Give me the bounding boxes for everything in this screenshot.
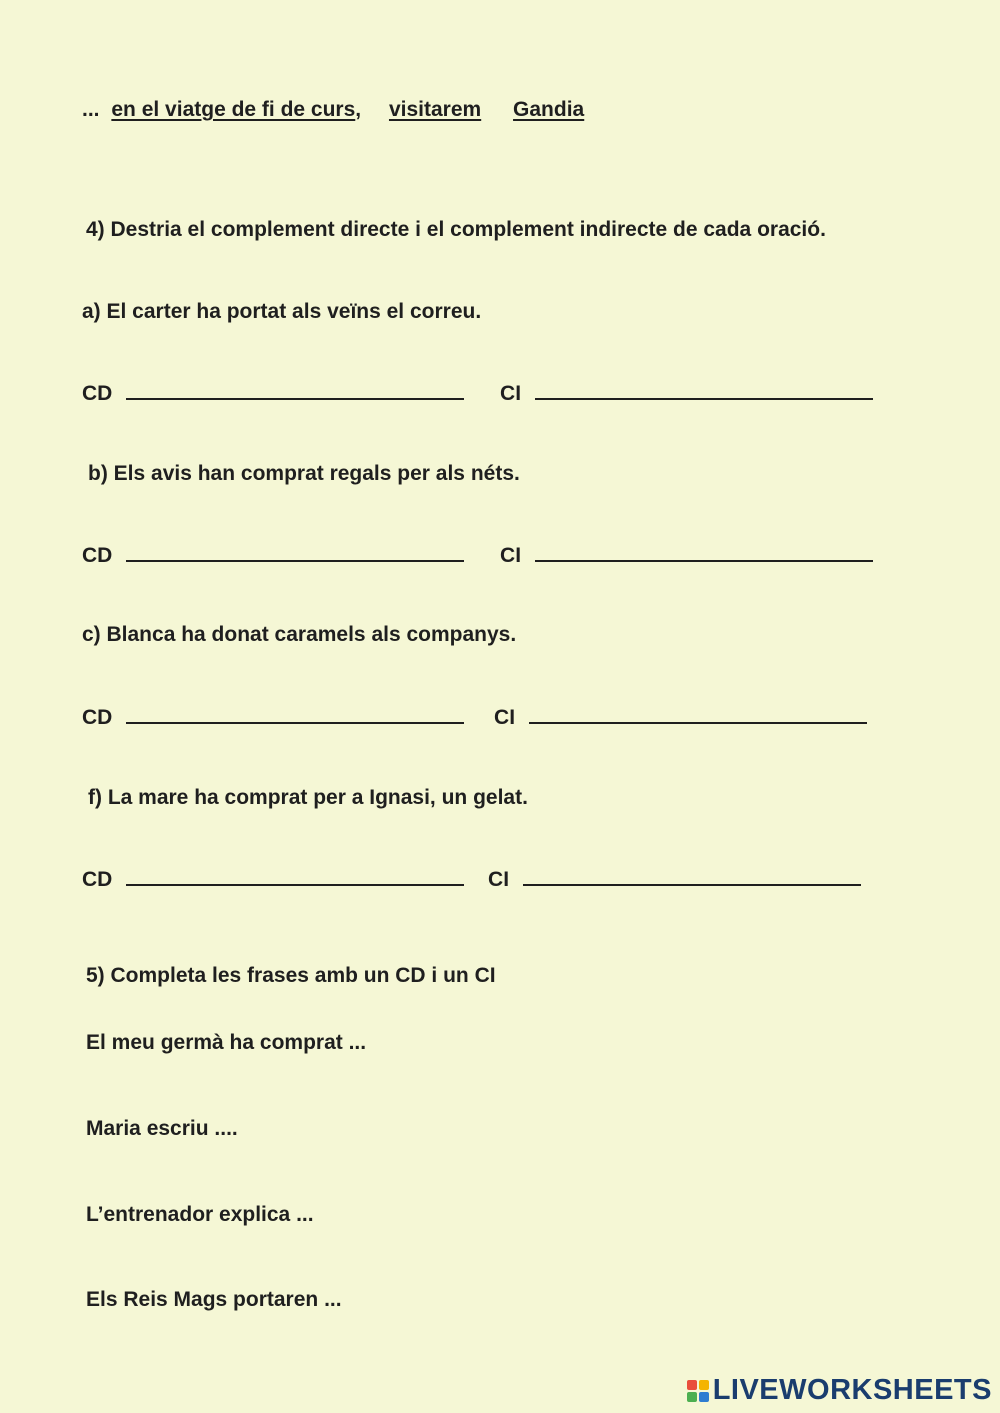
- answer-row-b: [82, 542, 873, 568]
- ci-answer-line-a[interactable]: [535, 380, 873, 400]
- answer-row-a: [82, 380, 873, 406]
- liveworksheets-logo: [687, 1374, 992, 1407]
- logo-squares-icon: [687, 1380, 709, 1402]
- cd-answer-line-f[interactable]: [126, 866, 464, 886]
- exercise4-instruction: 4) Destria el complement directe i el complement indirecte de cada oració.: [86, 218, 826, 241]
- exercise4-sentence-a: a) El carter ha portat als veïns el correu.: [82, 300, 482, 323]
- top-sentence: [82, 98, 584, 122]
- exercise5-answer-4[interactable]: [86, 1319, 870, 1345]
- exercise5-instruction: 5) Completa les frases amb un CD i un CI: [86, 964, 496, 987]
- cd-answer-line-b[interactable]: [126, 542, 464, 562]
- ci-label: CI: [488, 868, 510, 891]
- sentence-part-verb: visitarem: [388, 98, 482, 121]
- logo-text: LIVEWORKSHEETS: [712, 1374, 992, 1406]
- ci-answer-line-c[interactable]: [529, 704, 867, 724]
- cd-label: CD: [82, 544, 113, 567]
- exercise4-sentence-b: b) Els avis han comprat regals per als néts.: [88, 462, 520, 485]
- answer-row-c: [82, 704, 867, 730]
- sentence-prefix: ...: [82, 98, 100, 121]
- logo-square-green: [687, 1392, 697, 1402]
- answer-row-f: [82, 866, 861, 892]
- exercise5-answer-2[interactable]: [86, 1148, 870, 1174]
- ci-answer-line-f[interactable]: [523, 866, 861, 886]
- logo-square-blue: [699, 1392, 709, 1402]
- cd-label: CD: [82, 706, 113, 729]
- exercise4-sentence-f: f) La mare ha comprat per a Ignasi, un gelat.: [88, 786, 528, 809]
- ci-label: CI: [494, 706, 516, 729]
- cd-answer-line-c[interactable]: [126, 704, 464, 724]
- ci-label: CI: [500, 382, 522, 405]
- ci-answer-line-b[interactable]: [535, 542, 873, 562]
- cd-label: CD: [82, 382, 113, 405]
- exercise5-prompt-2: Maria escriu ....: [86, 1117, 238, 1140]
- logo-square-yellow: [699, 1380, 709, 1390]
- exercise4-sentence-c: c) Blanca ha donat caramels als companys.: [82, 623, 517, 646]
- exercise5-prompt-1: El meu germà ha comprat ...: [86, 1031, 367, 1054]
- exercise5-prompt-4: Els Reis Mags portaren ...: [86, 1288, 342, 1311]
- logo-square-red: [687, 1380, 697, 1390]
- cd-answer-line-a[interactable]: [126, 380, 464, 400]
- exercise5-answer-1[interactable]: [86, 1062, 870, 1088]
- cd-label: CD: [82, 868, 113, 891]
- sentence-part-temps: en el viatge de fi de curs: [111, 98, 356, 121]
- ci-label: CI: [500, 544, 522, 567]
- exercise5-answer-3[interactable]: [86, 1234, 870, 1260]
- sentence-part-place: Gandia: [513, 98, 585, 121]
- exercise5-prompt-3: L’entrenador explica ...: [86, 1203, 314, 1226]
- sentence-comma: ,: [355, 98, 362, 121]
